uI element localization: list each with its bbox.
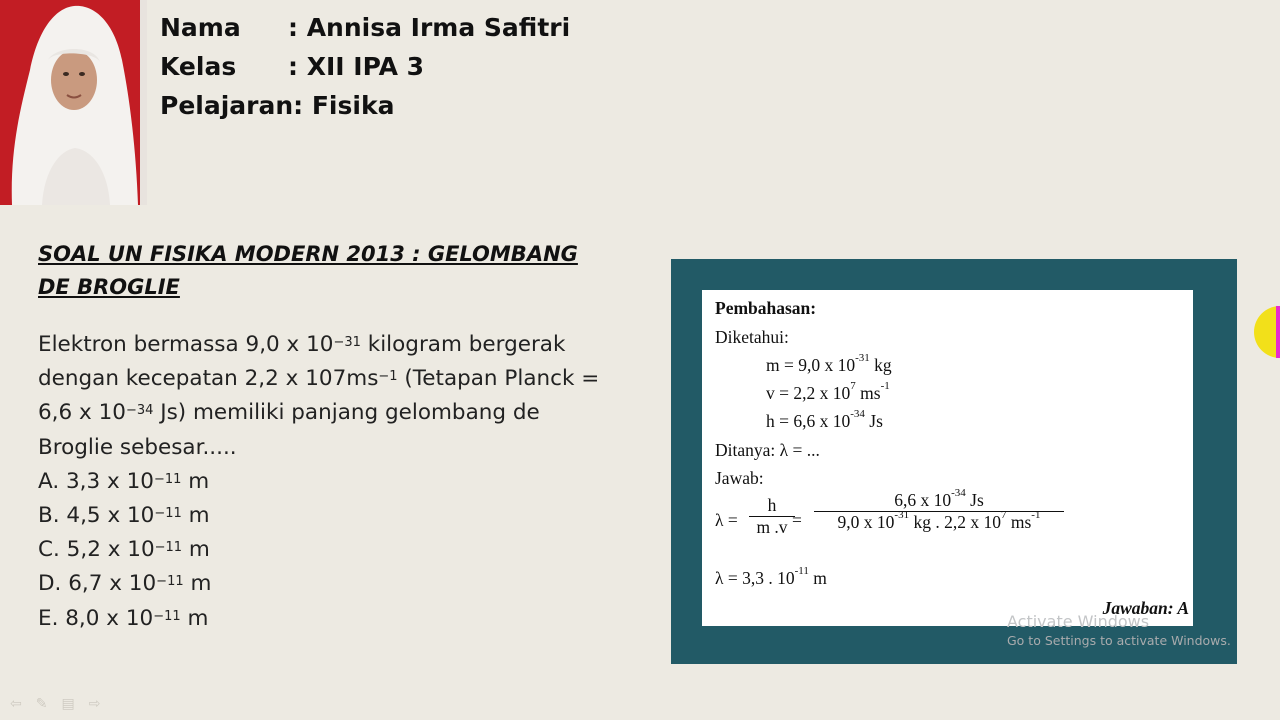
- denominator: m .v: [749, 516, 795, 538]
- class-row: [160, 47, 570, 86]
- option-text: B. 4,5 x 10: [38, 503, 155, 529]
- text: λ = 3,3 . 10: [715, 568, 795, 588]
- lambda-eq: λ =: [715, 510, 738, 530]
- exponent: -31: [894, 509, 910, 521]
- unit: m: [181, 503, 210, 529]
- unit: m: [183, 571, 212, 597]
- numerator: h: [767, 495, 777, 515]
- name-value: : Annisa Irma Safitri: [288, 13, 571, 42]
- mass-line: [766, 352, 892, 376]
- numerator: [814, 487, 1064, 511]
- final-answer: Jawaban: A: [1102, 598, 1189, 618]
- option-d: [38, 567, 638, 601]
- text: m: [808, 568, 827, 588]
- unit: m: [181, 468, 210, 494]
- question-title: [38, 238, 598, 304]
- text: ms: [1006, 512, 1032, 532]
- text: kg . 2,2 x 10: [909, 512, 1001, 532]
- text: 9,0 x 10: [837, 512, 895, 532]
- exponent: −11: [153, 471, 182, 487]
- text: v = 2,2 x 10: [766, 383, 851, 403]
- solution-heading: Pembahasan:: [715, 298, 817, 318]
- exponent: 7: [850, 380, 856, 392]
- exponent: −1: [378, 369, 398, 385]
- slideshow-toolbar[interactable]: [10, 696, 100, 712]
- class-value: : XII IPA 3: [288, 52, 425, 81]
- option-text: D. 6,7 x 10: [38, 571, 157, 597]
- answer-label: Jawab:: [715, 468, 764, 488]
- option-a: [38, 465, 638, 499]
- exponent: -11: [794, 565, 809, 577]
- watermark-line-1: Activate Windows: [1007, 612, 1150, 631]
- denominator: [814, 511, 1064, 533]
- option-text: A. 3,3 x 10: [38, 468, 154, 494]
- student-info: [160, 8, 570, 125]
- unit: m: [182, 537, 210, 563]
- text: kg: [869, 355, 892, 375]
- previous-arrow-icon[interactable]: ⇦: [10, 696, 22, 712]
- pen-icon[interactable]: ✎: [35, 696, 48, 712]
- text: h = 6,6 x 10: [766, 411, 851, 431]
- exponent: −34: [125, 403, 154, 419]
- exponent: -31: [855, 352, 870, 364]
- velocity-line: [766, 380, 890, 404]
- text: 6,6 x 10: [38, 400, 126, 426]
- class-label: Kelas: [160, 52, 237, 81]
- text: kilogram bergerak: [360, 332, 566, 357]
- title-line-2: DE BROGLIE: [38, 275, 180, 299]
- exponent: −11: [154, 540, 183, 556]
- subject-line: Pelajaran: Fisika: [160, 91, 395, 120]
- question-line: Broglie sebesar.....: [38, 434, 237, 460]
- option-text: C. 5,2 x 10: [38, 537, 155, 563]
- watermark-line-2: Go to Settings to activate Windows.: [1007, 633, 1231, 648]
- question-line: [38, 396, 638, 430]
- text: m = 9,0 x 10: [766, 355, 856, 375]
- exponent: -34: [951, 487, 966, 499]
- equals-sign: =: [792, 510, 802, 530]
- next-arrow-icon[interactable]: ⇨: [88, 696, 101, 712]
- windows-activation-watermark: [1007, 612, 1231, 648]
- text: Elektron bermassa 9,0 x 10: [38, 332, 334, 357]
- question-body: [38, 328, 638, 636]
- question-line: [38, 362, 638, 396]
- title-line-1: SOAL UN FISIKA MODERN 2013 : GELOMBANG: [38, 242, 578, 266]
- known-label: Diketahui:: [715, 327, 789, 347]
- text: dengan kecepatan 2,2 x 107ms: [38, 366, 379, 392]
- asked-line: Ditanya: λ = ...: [715, 440, 820, 460]
- result-line: [715, 565, 827, 589]
- exponent: −11: [156, 574, 184, 590]
- text: (Tetapan Planck =: [397, 366, 600, 392]
- option-b: [38, 499, 638, 533]
- student-photo: [0, 0, 147, 205]
- laser-pointer-icon: [1254, 306, 1280, 358]
- fraction-h-over-mv: [749, 495, 795, 538]
- text: Js: [965, 490, 984, 510]
- exponent: 7: [1000, 509, 1007, 521]
- exponent: −11: [153, 608, 181, 624]
- text: ms: [855, 383, 881, 403]
- exponent: -34: [850, 408, 865, 420]
- unit: m: [180, 605, 209, 631]
- text: 6,6 x 10: [894, 490, 952, 510]
- name-row: [160, 8, 570, 47]
- planck-line: [766, 408, 883, 432]
- exponent: −31: [333, 335, 361, 350]
- text: Js) memiliki panjang gelombang de: [153, 400, 540, 426]
- solution-frame: [671, 259, 1237, 664]
- solution-card: [702, 290, 1193, 626]
- option-e: [38, 602, 638, 636]
- question-line: [38, 328, 638, 362]
- exponent: -1: [880, 380, 890, 392]
- name-label: Nama: [160, 13, 241, 42]
- text: Js: [864, 411, 883, 431]
- subject-row: [160, 86, 570, 125]
- fraction-values: [814, 487, 1064, 533]
- answer-options: [38, 465, 638, 636]
- option-text: E. 8,0 x 10: [38, 605, 154, 631]
- exponent: -1: [1031, 509, 1041, 521]
- slides-menu-icon[interactable]: ▤: [61, 696, 75, 712]
- option-c: [38, 533, 638, 567]
- exponent: −11: [154, 506, 182, 522]
